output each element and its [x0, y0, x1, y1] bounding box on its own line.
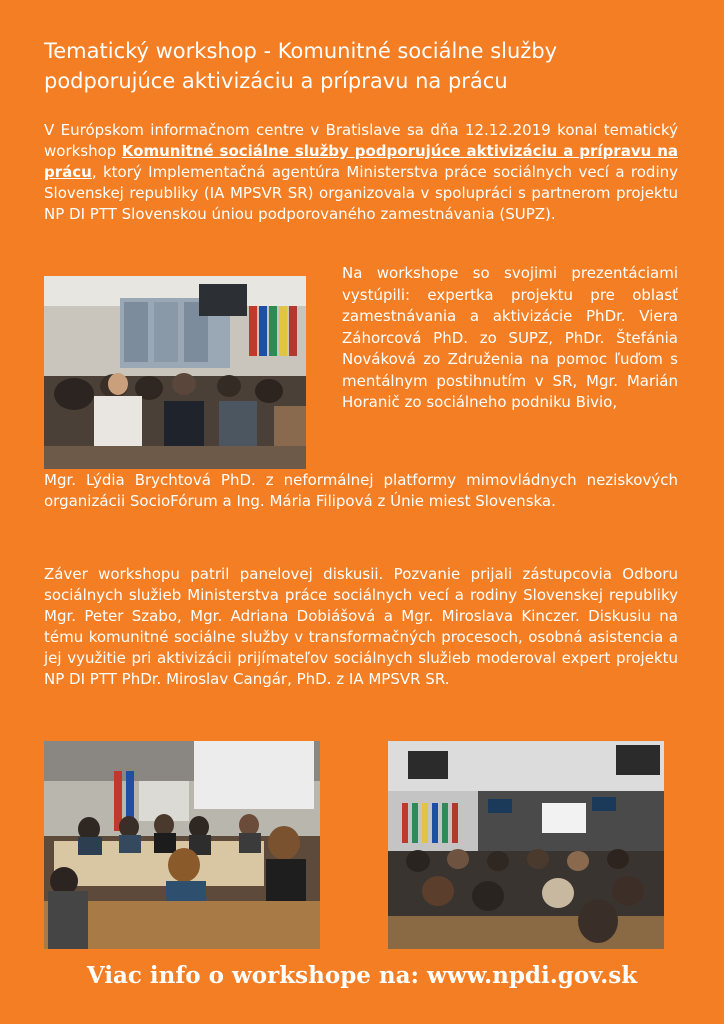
speakers-paragraph-rest: Mgr. Lýdia Brychtová PhD. z neformálnej platformy mimovládnych neziskových organizácii SocioFórum a Ing. Mária Filipová z Únie miest Slovenska. — [44, 471, 678, 510]
speakers-paragraph-side: Na workshope so svojimi prezentáciami vystúpili: expertka projektu pre oblasť zamestnávania a aktivizácie PhDr. Viera Záhorcová PhD. zo SUPZ, PhDr. Štefánia Nováková zo Združenia na pomoc ľuďom s mentálnym postihnutím v SR, Mgr. Marián Horanič zo sociálneho podniku Bivio, — [342, 264, 678, 411]
audience-photo — [44, 276, 306, 469]
panel-photo — [44, 741, 320, 949]
intro-text-b: , ktorý Implementačná agentúra Ministerstva práce sociálnych vecí a rodiny Slovenskej republiky (IA MPSVR SR) organizovala v spolupráci s partnerom projektu NP DI PTT Slovenskou úniou podporovaného zamestnávania (SUPZ). — [44, 163, 678, 223]
title-line-1: Tematický workshop - Komunitné sociálne služby — [44, 39, 558, 63]
intro-text-a: V Európskom informačnom centre v Bratislave sa dňa 12.12.2019 konal tematický workshop — [44, 121, 678, 160]
footer-info-link[interactable]: Viac info o workshope na: www.npdi.gov.sk — [86, 962, 638, 989]
page-title — [44, 36, 684, 96]
title-line-2: podporujúce aktivizáciu a prípravu na prácu — [44, 69, 508, 93]
room-photo — [388, 741, 664, 949]
panel-discussion-paragraph: Záver workshopu patril panelovej diskusii. Pozvanie prijali zástupcovia Odboru sociálnych služieb Ministerstva práce sociálnych vecí a rodiny Slovenskej republiky Mgr. Peter Szabo, Mgr. Adriana Dobiášová a Mgr. Miroslava Kinczer. Diskusiu na tému komunitné sociálne služby v transformačných procesoch, osobná asistencia a jej využitie pri aktivizácii prijímateľov sociálnych služieb moderoval expert projektu NP DI PTT PhDr. Miroslav Cangár, PhD. z IA MPSVR SR. — [44, 565, 678, 688]
intro-paragraph — [44, 120, 678, 225]
workshop-title-link[interactable]: Komunitné sociálne služby podporujúce aktivizáciu a prípravu na prácu — [44, 142, 679, 181]
